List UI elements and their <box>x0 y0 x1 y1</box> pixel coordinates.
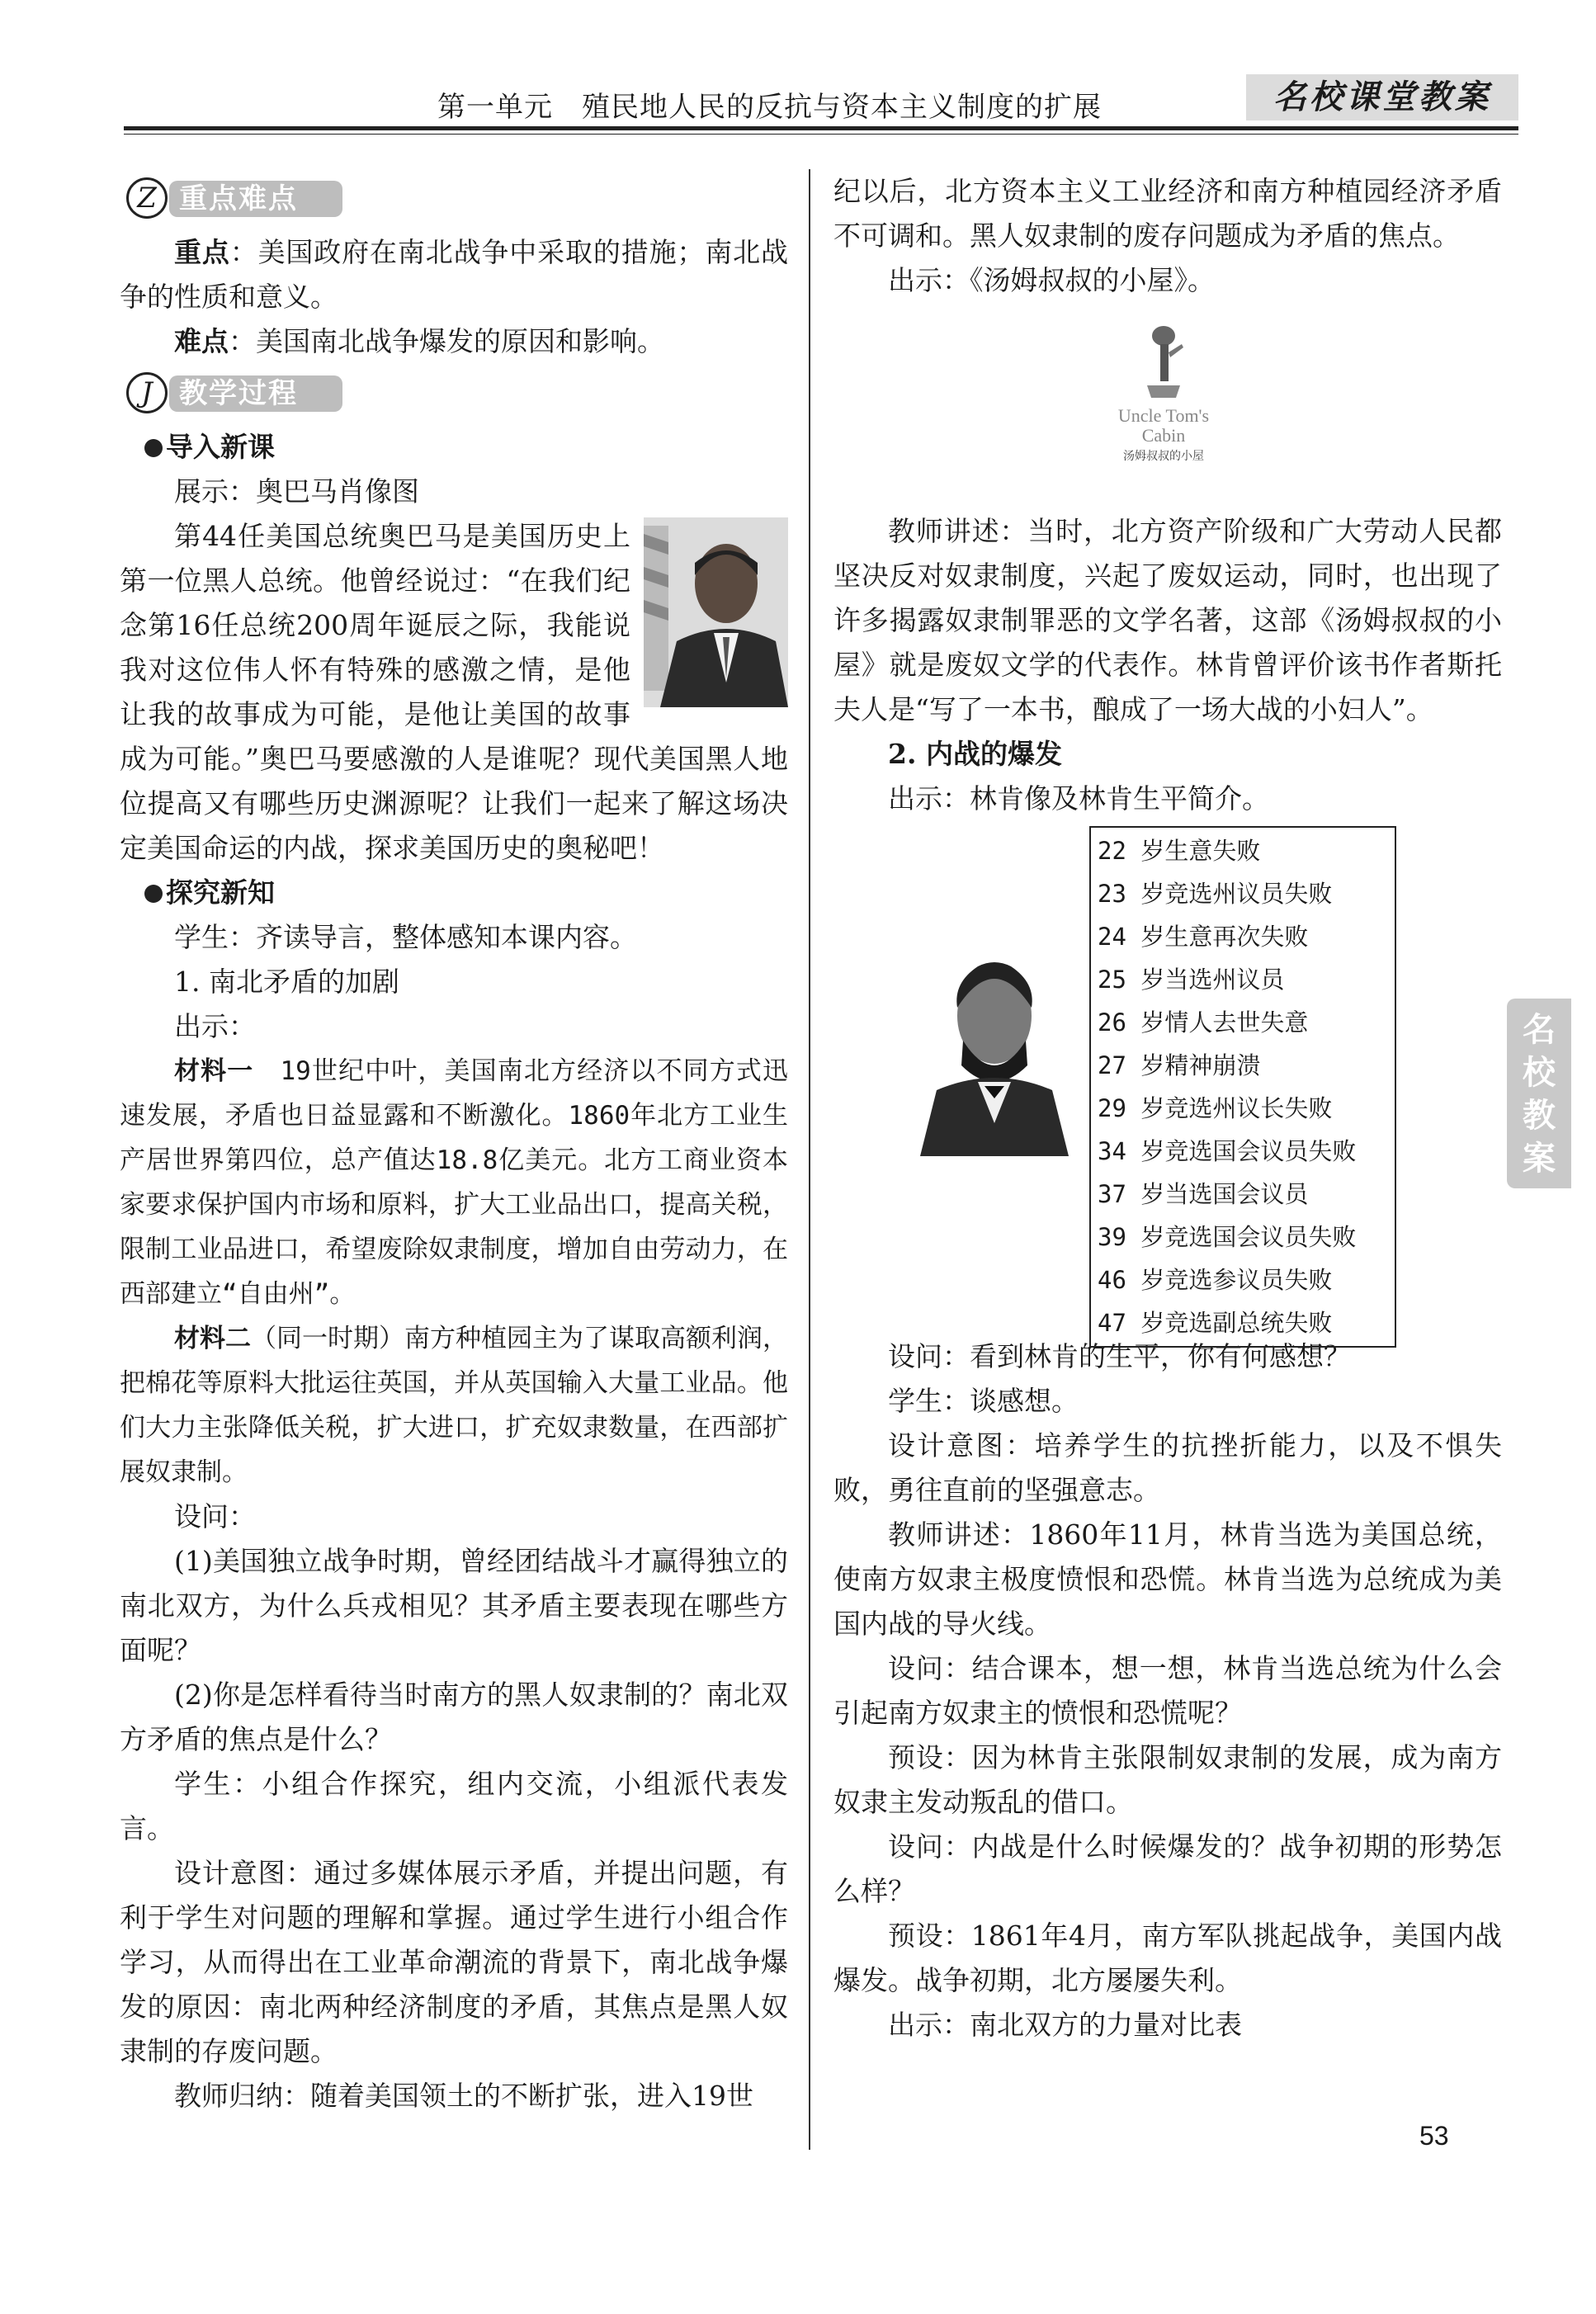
timeline-row: 22 岁生意失败 <box>1098 837 1261 865</box>
question-why: 设问：结合课本，想一想，林肯当选总统为什么会引起南方奴隶主的愤恨和恐慌呢？ <box>833 1652 1502 1729</box>
page-number: 53 <box>1419 2121 1449 2151</box>
material-two: 材料二（同一时期）南方种植园主为了谋取高额利润，把棉花等原料大批运往英国，并从英国输入大量工业品。他们大力主张降低关税，扩大进口，扩充奴隶数量，在西部扩展奴隶制。 <box>120 1324 788 1487</box>
show-compare: 出示：南北双方的力量对比表 <box>888 2009 1242 2041</box>
design-intent: 设计意图：通过多媒体展示矛盾，并提出问题，有利于学生对问题的理解和掌握。通过学生进行小组合作学习，从而得出在工业革命潮流的背景下，南北战争爆发的原因：南北两种经济制度的矛盾，其焦点是黑人奴隶制的存废问题。 <box>120 1857 788 2067</box>
question-when: 设问：内战是什么时候爆发的？战争初期的形势怎么样？ <box>833 1830 1502 1907</box>
timeline-row: 24 岁生意再次失败 <box>1098 923 1309 951</box>
timeline-row: 27 岁精神崩溃 <box>1098 1051 1261 1079</box>
bullet-dot-icon <box>144 885 163 903</box>
student-read: 学生：齐读导言，整体感知本课内容。 <box>174 921 637 953</box>
lincoln-figure <box>833 826 1502 1337</box>
preset-2: 预设：1861年4月，南方军队挑起战争，美国内战爆发。战争初期，北方屡屡失利。 <box>833 1920 1502 1996</box>
student-feel: 学生：谈感想。 <box>888 1385 1079 1417</box>
preset-1: 预设：因为林肯主张限制奴隶制的发展，成为南方奴隶主发动叛乱的借口。 <box>833 1741 1502 1818</box>
design-intent-2: 设计意图：培养学生的抗挫折能力，以及不惧失败，勇往直前的坚强意志。 <box>833 1429 1502 1506</box>
bullet-dot-icon <box>144 439 163 457</box>
badge-label: 教学过程 <box>169 375 342 412</box>
section-badge-key-points <box>120 176 788 225</box>
timeline-row: 46 岁竞选参议员失败 <box>1098 1266 1333 1294</box>
timeline-row: 34 岁竞选国会议员失败 <box>1098 1137 1357 1165</box>
side-tab-char: 教 <box>1523 1097 1556 1135</box>
timeline-row: 25 岁当选州议员 <box>1098 966 1285 994</box>
timeline-row: 47 岁竞选副总统失败 <box>1098 1309 1333 1337</box>
question-label: 设问： <box>174 1500 256 1532</box>
obama-paragraph: 第44任美国总统奥巴马是美国历史上第一位黑人总统。他曾经说过：“在我们纪念第16任总统200周年诞辰之际，我能说我对这位伟人怀有特殊的感激之情，是他让我的故事成为可能，是他让美国的故事成为可能。”奥巴马要感激的人是谁呢？现代美国黑人地位提高又有哪些历史渊源呢？让我们一起来了解这场决定美国命运的内战，探求美国历史的奥秘吧！ <box>120 520 788 864</box>
teacher-talk-1: 教师讲述：当时，北方资产阶级和广大劳动人民都坚决反对奴隶制度，兴起了废奴运动，同时，也出现了许多揭露奴隶制罪恶的文学名著，这部《汤姆叔叔的小屋》就是废奴文学的代表作。林肯曾评价该书作者斯托夫人是“写了一本书，酿成了一场大战的小妇人”。 <box>833 515 1502 725</box>
obama-portrait-image <box>644 517 788 707</box>
show-cabin: 出示：《汤姆叔叔的小屋》。 <box>888 264 1215 296</box>
brand-title: 名校课堂教案 <box>1246 74 1518 120</box>
header-rule <box>124 126 1518 130</box>
timeline-row: 23 岁竞选州议员失败 <box>1098 880 1333 908</box>
question-1: (1)美国独立战争时期，曾经团结战斗才赢得独立的南北双方，为什么兵戎相见？其矛盾主要表现在哪些方面呢？ <box>120 1545 788 1666</box>
intro-heading: 导入新课 <box>120 425 788 470</box>
header-rule-thin <box>124 134 1518 135</box>
show-lincoln: 出示：林肯像及林肯生平简介。 <box>888 782 1269 815</box>
show-label: 出示： <box>174 1010 256 1042</box>
timeline-row: 37 岁当选国会议员 <box>1098 1180 1309 1208</box>
teacher-summary: 教师归纳：随着美国领土的不断扩张，进入19世 <box>174 2080 753 2112</box>
right-column <box>833 169 1502 2047</box>
page-header <box>124 74 1518 124</box>
timeline-row: 26 岁情人去世失意 <box>1098 1008 1309 1037</box>
badge-letter-z: Z <box>126 177 168 219</box>
side-tab-char: 案 <box>1523 1140 1556 1178</box>
lincoln-portrait-image <box>912 950 1077 1156</box>
side-tab <box>1507 999 1571 1188</box>
column-divider <box>809 169 810 2150</box>
unit-title: 第一单元 殖民地人民的反抗与资本主义制度的扩展 <box>437 91 1102 124</box>
student-group: 学生：小组合作探究，组内交流，小组派代表发言。 <box>120 1768 788 1844</box>
timeline-row: 29 岁竞选州议长失败 <box>1098 1094 1333 1122</box>
cabin-caption: 汤姆叔叔的小屋 <box>1123 450 1204 463</box>
explore-heading: 探究新知 <box>120 871 788 915</box>
summary-continuation: 纪以后，北方资本主义工业经济和南方种植园经济矛盾不可调和。黑人奴隶制的废存问题成为矛盾的焦点。 <box>833 175 1502 252</box>
teacher-talk-2: 教师讲述：1860年11月，林肯当选为美国总统，使南方奴隶主极度愤恨和恐慌。林肯当选为总统成为美国内战的导火线。 <box>833 1518 1502 1640</box>
cabin-book-cover <box>1089 319 1238 476</box>
section-1-title: 1. 南北矛盾的加剧 <box>174 966 399 998</box>
uncle-toms-cabin-figure <box>833 303 1502 509</box>
timeline-row: 39 岁竞选国会议员失败 <box>1098 1223 1357 1251</box>
side-tab-char: 校 <box>1523 1054 1556 1092</box>
side-tab-char: 名 <box>1523 1011 1556 1049</box>
section-badge-teaching-process <box>120 371 788 420</box>
badge-letter-j: J <box>126 372 168 413</box>
material-one: 材料一 19世纪中叶，美国南北方经济以不同方式迅速发展，矛盾也日益显露和不断激化。1860年北方工业生产居世界第四位，总产值达18.8亿美元。北方工商业资本家要求保护国内市场和原料，扩大工业品出口，提高关税，限制工业品进口，希望废除奴隶制度，增加自由劳动力，在西部建立“自由州”。 <box>120 1056 789 1309</box>
key-points: 重点：美国政府在南北战争中采取的措施；南北战争的性质和意义。 <box>120 236 789 313</box>
obama-block <box>120 514 788 871</box>
question-2: (2)你是怎样看待当时南方的黑人奴隶制的？南北双方矛盾的焦点是什么？ <box>120 1679 788 1755</box>
question-feel: 设问：看到林肯的生平，你有何感想？ <box>888 1340 1351 1372</box>
show-obama: 展示：奥巴马肖像图 <box>174 475 419 508</box>
left-column <box>120 169 788 2118</box>
section-2-title: 2. 内战的爆发 <box>888 738 1062 770</box>
lincoln-timeline-table <box>1089 826 1396 1348</box>
difficulty: 难点：美国南北战争爆发的原因和影响。 <box>174 325 664 357</box>
cabin-title-en: Uncle Tom's Cabin <box>1117 405 1210 446</box>
cabin-illustration-icon <box>1139 319 1188 402</box>
badge-label: 重点难点 <box>169 181 342 217</box>
